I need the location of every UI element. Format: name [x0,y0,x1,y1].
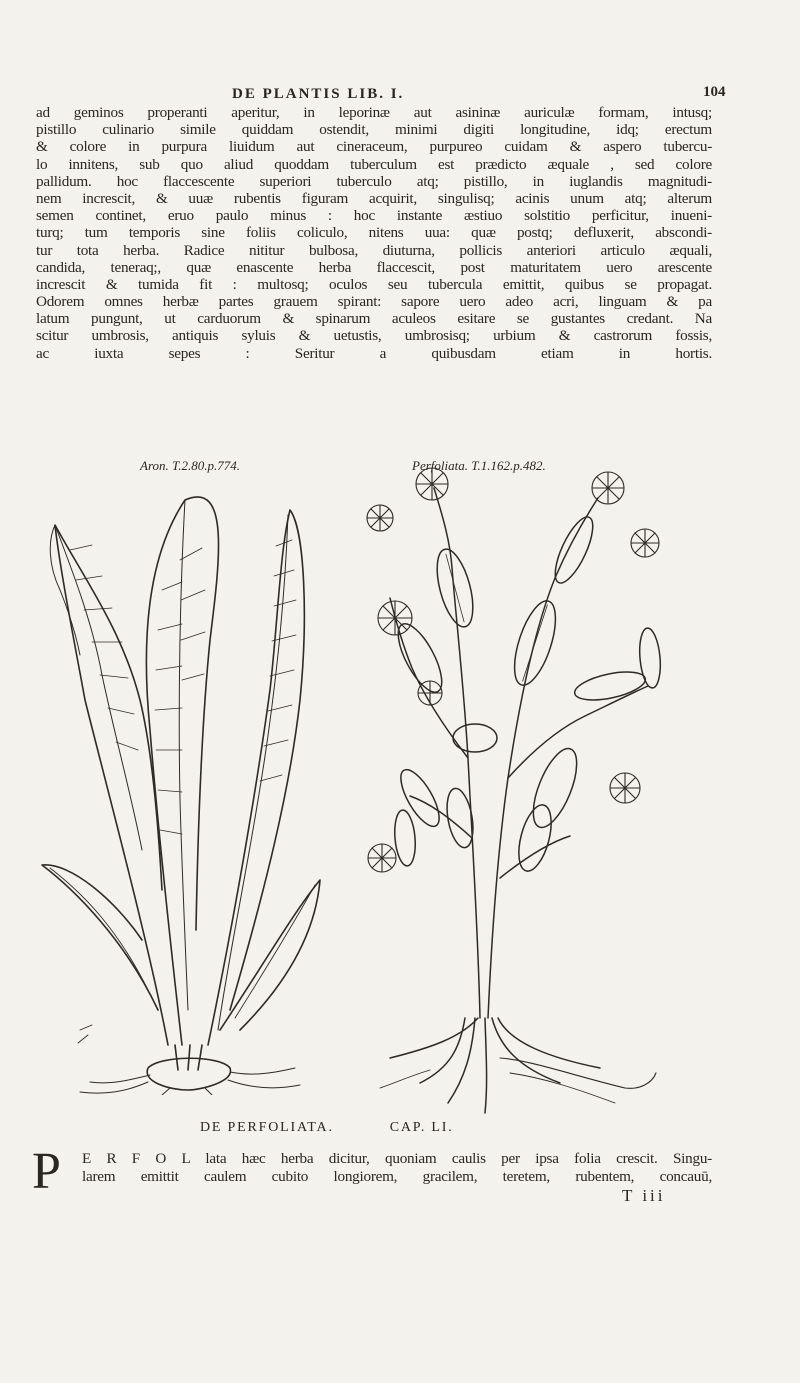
text-line: semen continet, eruo paulo minus : hoc instante æstiuo solstitio perficitur, inueni- [36,207,712,225]
running-head: DE PLANTIS LIB. I. [232,86,405,102]
text-line: ac iuxta sepes : Seritur a quibusdam etiam in hortis. [36,344,712,362]
signature-mark: T iii [622,1186,666,1205]
text-line: candida, teneraq;, quæ enascente herba flaccescit, post maturitatem uero arescente [36,258,712,276]
text-line: turq; tum temporis sine foliis coliculo, nitens uua: quæ postq; defluxerit, abscondi- [36,224,712,242]
text-line: pistillo culinario simile quiddam ostendit, minimi digiti longitudine, idq; erectum [36,121,712,139]
text-line: pallidum. hoc flaccescente superiori tuberculo atq; pistillo, in iuglandis magnitudi- [36,172,712,190]
text-line: nem increscit, & uuæ rubentis figuram acquirit, singulisq; acinis unum atq; alterum [36,189,712,207]
text-line: lo innitens, sub quo aliud quoddam tuberculum est prædicto æquale , sed colore [36,155,712,173]
drop-cap: P [32,1143,61,1200]
text-line: Odorem omnes herbæ partes grauem spirant: sapore uero adeo acri, linguam & pa [36,293,712,311]
chapter-heading [200,1120,454,1136]
folio-number: 104 [703,84,726,100]
text-line: latum pungunt, ut carduorum & spinarum aculeos esitare se gustantes credant. Na [36,310,712,328]
chapter-number: CAP. LI. [389,1120,454,1135]
text-line: larem emittit caulem cubito longiorem, gracilem, teretem, rubentem, concauū, [82,1167,712,1185]
arum-plant-woodcut-icon [30,470,330,1095]
chapter-title: DE PERFOLIATA. [200,1120,334,1135]
body-text [36,104,712,362]
figure-caption-aron: Aron. T.2.80.p.774. [140,458,241,473]
figure-caption-perfoliata: Perfoliata. T.1.162.p.482. [412,458,546,473]
chapter-text [82,1150,712,1185]
text-line: ad geminos properanti aperitur, in leporinæ aut asininæ auriculæ formam, intusq; [36,104,712,121]
text-line: E R F O L lata hæc herba dicitur, quoniam caulis per ipsa folia crescit. Singu- [82,1150,712,1167]
text-line: scitur umbrosis, antiquis syluis & uetustis, umbrosisq; urbium & castrorum fossis, [36,327,712,345]
text-line: increscit & tumida fit : multosq; oculos seu tubercula emittit, quibus se propagat. [36,275,712,293]
text-line: & colore in purpura liuidum aut cineraceum, purpureo cuidam & aspero tubercu- [36,138,712,156]
perfoliata-plant-woodcut-icon [360,458,670,1118]
text-line: tur tota herba. Radice nititur bulbosa, diuturna, pollicis anteriori articulo æquali, [36,241,712,259]
